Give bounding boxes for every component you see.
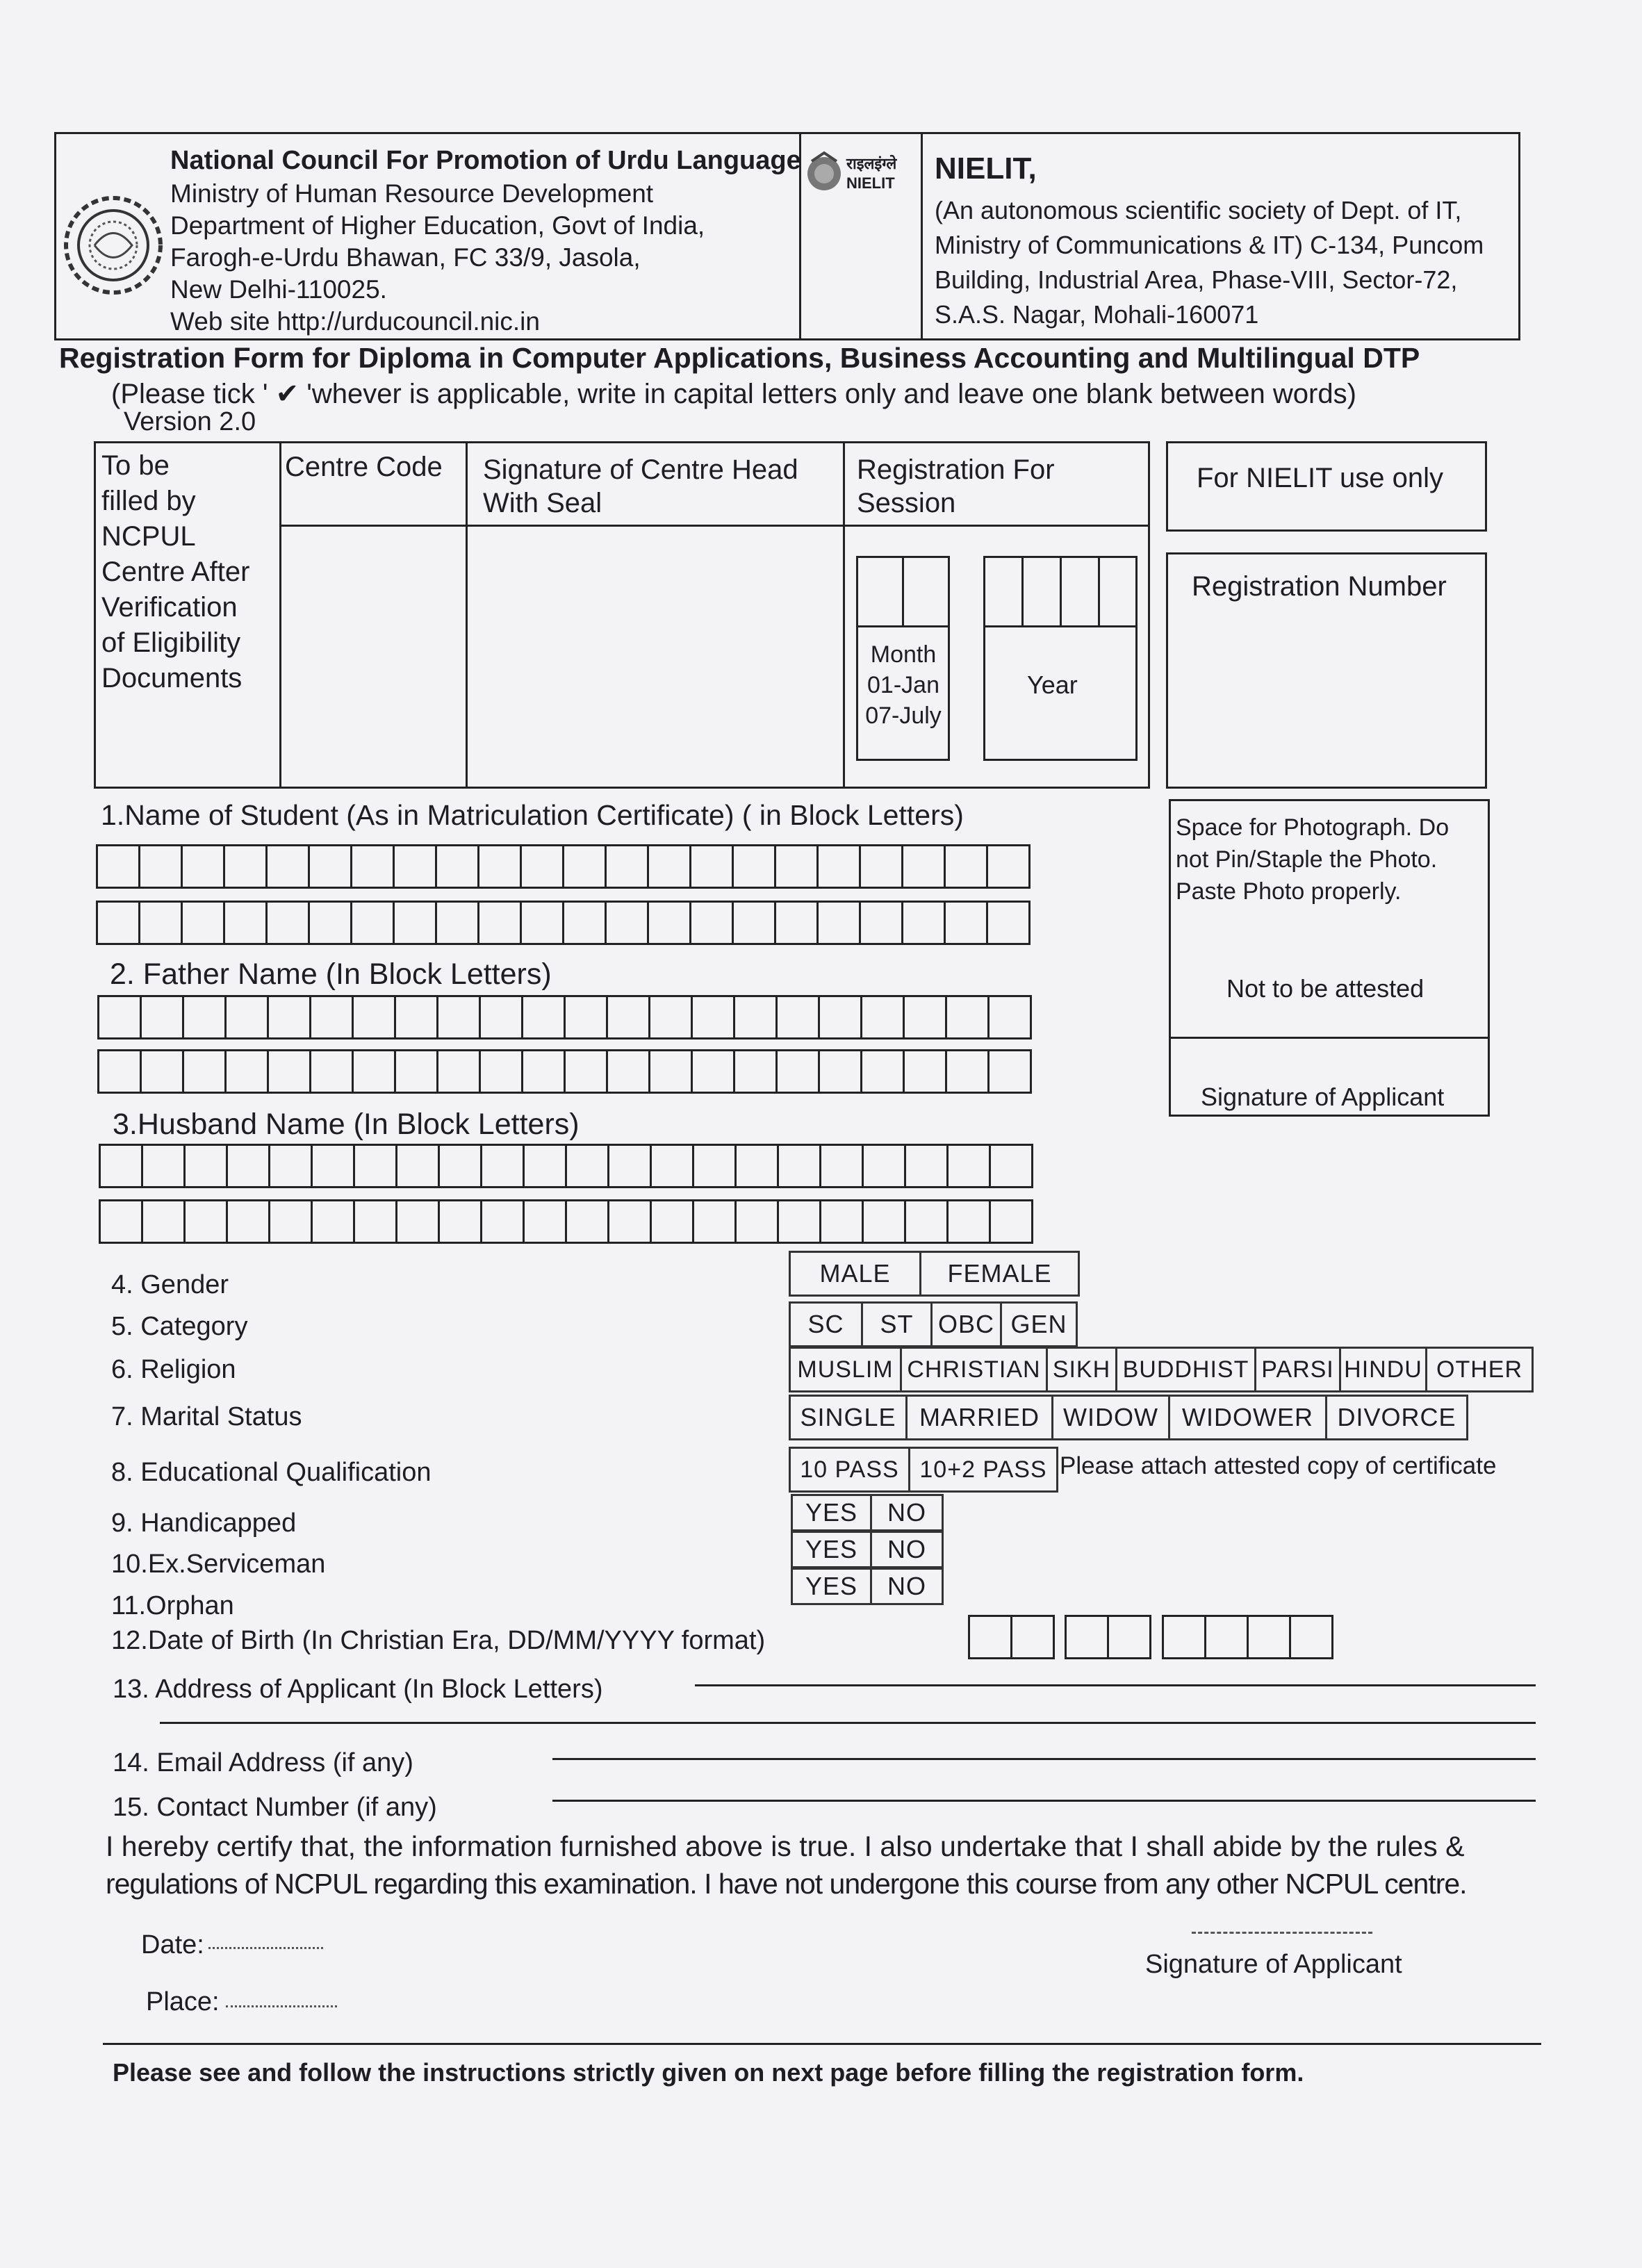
handicapped-yes-option[interactable]: YES: [793, 1496, 872, 1529]
form-instruction: (Please tick ' ✔ 'whever is applicable, write in capital letters only and leave one blank between words): [111, 379, 1356, 409]
address-line-1[interactable]: [695, 1684, 1536, 1686]
exserviceman-no-option[interactable]: NO: [887, 1535, 926, 1563]
religion-parsi-option[interactable]: PARSI: [1256, 1349, 1341, 1390]
council-title: National Council For Promotion of Urdu Language: [170, 146, 801, 175]
photo-instruction: Space for Photograph. Do not Pin/Staple the Photo. Paste Photo properly.: [1176, 814, 1450, 905]
nielit-line: Ministry of Communications & IT) C-134, Puncom: [935, 231, 1484, 259]
exserviceman-label: 10.Ex.Serviceman: [111, 1550, 326, 1579]
orphan-options: [791, 1568, 944, 1605]
religion-buddhist-option[interactable]: BUDDHIST: [1117, 1349, 1256, 1390]
not-attested-label: Not to be attested: [1226, 974, 1425, 1003]
handicapped-options: [791, 1494, 944, 1531]
centre-head-signature-label: Signature of Centre Head With Seal: [483, 454, 798, 518]
orphan-no-option[interactable]: NO: [887, 1572, 926, 1600]
nielit-logo-text: राइलइंग्ले NIELIT: [846, 155, 897, 192]
council-line: New Delhi-110025.: [170, 275, 387, 304]
education-options: [789, 1447, 1058, 1493]
address-line-2[interactable]: [160, 1722, 1536, 1724]
registration-number-label: Registration Number: [1192, 571, 1447, 602]
category-sc-option[interactable]: SC: [791, 1304, 863, 1345]
year-label: Year: [1027, 671, 1078, 699]
category-gen-option[interactable]: GEN: [1010, 1310, 1067, 1338]
nielit-line: S.A.S. Nagar, Mohali-160071: [935, 300, 1259, 329]
dob-day-boxes[interactable]: [968, 1615, 1053, 1659]
address-label: 13. Address of Applicant (In Block Letters): [113, 1675, 603, 1704]
contact-label: 15. Contact Number (if any): [113, 1793, 437, 1822]
email-label: 14. Email Address (if any): [113, 1748, 413, 1777]
nielit-line: Building, Industrial Area, Phase-VIII, Sector-72,: [935, 265, 1458, 294]
nielit-title: NIELIT,: [935, 151, 1037, 186]
declaration-line: I hereby certify that, the information furnished above is true. I also undertake that I shall abide by the rules &: [106, 1830, 1465, 1862]
date-field[interactable]: [208, 1947, 323, 1949]
orphan-yes-option[interactable]: YES: [793, 1570, 872, 1603]
name-boxes-row-2[interactable]: [96, 901, 1028, 945]
contact-line[interactable]: [552, 1800, 1536, 1802]
council-address: [170, 178, 705, 338]
education-10-pass-option[interactable]: 10 PASS: [791, 1449, 910, 1490]
centre-side-label: To be filled by NCPUL Centre After Verification of Eligibility Documents: [101, 450, 250, 693]
religion-hindu-option[interactable]: HINDU: [1341, 1349, 1427, 1390]
footer-note: Please see and follow the instructions strictly given on next page before filling the registration form.: [113, 2058, 1304, 2087]
religion-christian-option[interactable]: CHRISTIAN: [902, 1349, 1048, 1390]
gender-male-option[interactable]: MALE: [791, 1253, 921, 1295]
place-label: Place:: [146, 1987, 220, 2016]
marital-married-option[interactable]: MARRIED: [908, 1397, 1053, 1438]
council-line: Ministry of Human Resource Development: [170, 179, 654, 208]
gender-options: [789, 1251, 1080, 1297]
religion-options: [789, 1347, 1534, 1392]
orphan-label: 11.Orphan: [111, 1591, 234, 1620]
footer-divider: [103, 2043, 1541, 2045]
month-label: Month 01-Jan 07-July: [865, 641, 942, 729]
email-line[interactable]: [552, 1758, 1536, 1760]
category-label: 5. Category: [111, 1312, 248, 1341]
religion-label: 6. Religion: [111, 1355, 236, 1384]
declaration: [106, 1827, 1467, 1903]
signature-field[interactable]: [1192, 1932, 1372, 1934]
religion-muslim-option[interactable]: MUSLIM: [791, 1349, 902, 1390]
registration-session-label: Registration For Session: [857, 454, 1055, 518]
nielit-use-label: For NIELIT use only: [1197, 463, 1443, 493]
declaration-line: regulations of NCPUL regarding this examination. I have not undergone this course from any other NCPUL centre.: [106, 1868, 1467, 1900]
council-line: Web site http://urducouncil.nic.in: [170, 307, 540, 336]
father-label: 2. Father Name (In Block Letters): [110, 958, 552, 991]
handicapped-label: 9. Handicapped: [111, 1509, 297, 1538]
form-version: Version 2.0: [124, 407, 256, 436]
religion-other-option[interactable]: OTHER: [1436, 1356, 1522, 1383]
category-options: [789, 1301, 1078, 1347]
ncpul-emblem-icon: [61, 193, 165, 297]
dob-year-boxes[interactable]: [1162, 1615, 1331, 1659]
gender-label: 4. Gender: [111, 1270, 229, 1299]
handicapped-no-option[interactable]: NO: [887, 1498, 926, 1527]
husband-boxes-row-1[interactable]: [99, 1144, 1031, 1188]
dob-month-boxes[interactable]: [1065, 1615, 1149, 1659]
father-boxes-row-2[interactable]: [97, 1049, 1030, 1094]
husband-label: 3.Husband Name (In Block Letters): [113, 1108, 580, 1141]
council-line: Farogh-e-Urdu Bhawan, FC 33/9, Jasola,: [170, 243, 641, 272]
marital-label: 7. Marital Status: [111, 1402, 302, 1431]
exserviceman-options: [791, 1531, 944, 1568]
education-note: Please attach attested copy of certificate: [1060, 1452, 1497, 1479]
marital-widow-option[interactable]: WIDOW: [1053, 1397, 1170, 1438]
dob-label: 12.Date of Birth (In Christian Era, DD/MM/YYYY format): [111, 1626, 766, 1655]
category-obc-option[interactable]: OBC: [933, 1304, 1002, 1345]
council-line: Department of Higher Education, Govt of India,: [170, 211, 705, 240]
education-12-pass-option[interactable]: 10+2 PASS: [919, 1456, 1047, 1483]
centre-code-label: Centre Code: [285, 452, 443, 482]
marital-options: [789, 1395, 1468, 1440]
religion-sikh-option[interactable]: SIKH: [1048, 1349, 1117, 1390]
husband-boxes-row-2[interactable]: [99, 1199, 1031, 1244]
marital-widower-option[interactable]: WIDOWER: [1170, 1397, 1327, 1438]
nielit-address: [935, 193, 1484, 332]
place-field[interactable]: [226, 2005, 337, 2007]
marital-single-option[interactable]: SINGLE: [791, 1397, 908, 1438]
marital-divorce-option[interactable]: DIVORCE: [1337, 1403, 1456, 1431]
date-label: Date:: [141, 1930, 204, 1959]
name-label: 1.Name of Student (As in Matriculation Certificate) ( in Block Letters): [101, 799, 964, 831]
category-st-option[interactable]: ST: [863, 1304, 933, 1345]
photo-signature-label: Signature of Applicant: [1201, 1083, 1445, 1111]
exserviceman-yes-option[interactable]: YES: [793, 1533, 872, 1566]
gender-female-option[interactable]: FEMALE: [947, 1259, 1052, 1288]
nielit-line: (An autonomous scientific society of Dept. of IT,: [935, 196, 1462, 224]
form-title: Registration Form for Diploma in Computer Applications, Business Accounting and Multilingual DTP: [59, 342, 1420, 374]
signature-applicant-label: Signature of Applicant: [1145, 1950, 1402, 1979]
nielit-logo-icon: [805, 147, 846, 196]
education-label: 8. Educational Qualification: [111, 1458, 432, 1487]
father-boxes-row-1[interactable]: [97, 995, 1030, 1040]
name-boxes-row-1[interactable]: [96, 844, 1028, 889]
